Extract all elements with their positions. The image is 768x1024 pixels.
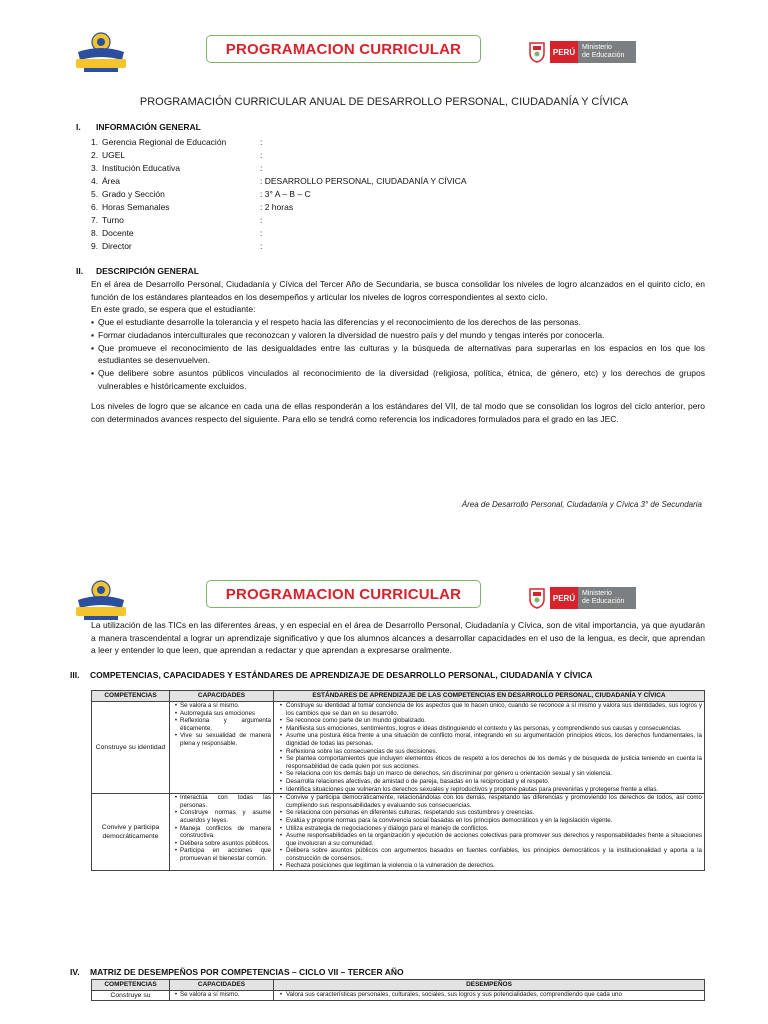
table-row: Construye su identidad • Se valora a sí mismo. • Autorregula sus emociones • Reflexiona y argumenta éticamente. • Vive su sexualidad de manera plena y responsable. • Construye su identidad al tomar conciencia de los aspectos que lo hacen único, cuando se reconoce a sí mismo y valora sus identidades, sus logros y los cambios que se dan en su desarrollo. • Se reconoce como parte de un mundo globalizado. • Manifiesta sus emociones, sentimientos, logros e ideas distinguiendo el contexto y las personas, y comprendiendo sus causas y consecuencias. • Asume una postura ética frente a una situación de conflicto moral, integrando en su argumentación principios éticos, los derechos fundamentales, la dignidad de todas las personas. • Reflexiona sobre las consecuencias de sus decisiones. • Se plantea comportamientos que incluyen elementos éticos de respeto a los derechos de los demás y de búsqueda de justicia teniendo en cuenta la responsabilidad de cada quien por sus acciones. • Se relaciona con los demás bajo un marco de derechos, sin discriminar por género u orientación sexual y sin violencia. • Desarrolla relaciones afectivas, de amistad o de pareja, basadas en la reciprocidad y el respeto. • Identifica situaciones que vulneran los derechos sexuales y reproductivos y propone pautas para prevenirlas y protegerse frente a ellas.: [92, 702, 705, 794]
document-title: PROGRAMACIÓN CURRICULAR ANUAL DE DESARROLLO PERSONAL, CIUDADANÍA Y CÍVICA: [139, 96, 629, 108]
peru-shield-icon: [528, 587, 546, 609]
general-info-list: [91, 136, 467, 253]
list-item: ▪ Formar ciudadanos interculturales que reconozcan y valoren la diversidad de nuestro país y del mundo y tengas interés por conocerla.: [91, 329, 605, 340]
section-heading: III. COMPETENCIAS, CAPACIDADES Y ESTÁNDARES DE APRENDIZAJE DE DESARROLLO PERSONAL, CIUDADANÍA Y CÍVICA: [70, 670, 593, 680]
performance-matrix-table: [91, 979, 705, 1001]
description-block: [91, 278, 705, 426]
list-item: 6. Horas Semanales : 2 horas: [91, 202, 294, 212]
list-item: ▪ Que promueve el reconocimiento de las desigualdades entre las culturas y la búsqueda de alternativas para superarlas en los espacios en los que los estudiantes se desenvuelven.: [91, 342, 705, 366]
ministry-logo: [528, 39, 636, 65]
paragraph: La utilización de las TICs en las diferentes áreas, y en especial en el área de Desarrollo Personal, Ciudadanía y Cívica, son de vital importancia, ya que ayudarán a manera trascendental a lograr un aprendizaje significativo y que los alumnos alcances a desarrollar capacidades en el uso de la lengua, es decir, que aprendan a leer y entender lo que leen, que aprendan a redactar y que aprendan a expresarse oralmente.: [91, 620, 705, 656]
list-item: • Valora sus características personales, culturales, sociales, sus logros y sus potencialidades, comprendiendo que cada uno: [279, 991, 622, 998]
table-row: Convive y participa democráticamente • Interactúa con todas las personas. • Construye normas y asume acuerdos y leyes. • Maneja conflictos de manera constructiva. • Delibera sobre asuntos públicos. • Participa en acciones que promuevan el bienestar común. • Convive y participa democráticamente, relacionándolas con los demás, respetando las diferencias y promoviendo los derechos de todos, así como cumpliendo sus responsabilidades y evaluando sus consecuencias. • Se relaciona con personas en diferentes culturas, respetando sus costumbres y creencias. • Evalúa y propone normas para la convivencia social basadas en los principios democráticos y en la legislación vigente. • Utiliza estrategia de negociaciones y diálogo para el manejo de conflictos. • Asume responsabilidades en la organización y ejecución de acciones colectivas para promover sus derechos y responsabilidades frente a situaciones que involucran a su comunidad. • Delibera sobre asuntos públicos con argumentos basados en fuentes confiables, los principios democráticos y la institucionalidad y aporta a la construcción de consensos. • Rechaza posiciones que legitiman la violencia o la vulneración de derechos.: [92, 794, 705, 871]
header-title-box: [206, 35, 481, 63]
list-item: • Se relaciona con los demás bajo un marco de derechos, sin discriminar por género u orientación sexual y sin violencia.: [279, 770, 613, 778]
list-item: • Delibera sobre asuntos públicos con argumentos basados en fuentes confiables, los principios democráticos y la institucionalidad y aporta a la construcción de consensos.: [279, 847, 702, 862]
ministry-logo: [528, 585, 636, 611]
list-item: • Delibera sobre asuntos públicos.: [174, 839, 270, 847]
section-heading: I. INFORMACIÓN GENERAL: [76, 122, 201, 132]
list-item: • Vive su sexualidad de manera plena y responsable.: [174, 732, 271, 747]
list-item: • Asume responsabilidades en la organización y ejecución de acciones colectivas para promover sus derechos y responsabilidades frente a situaciones que involucran a su comunidad.: [279, 832, 702, 847]
list-item: • Participa en acciones que promuevan el bienestar común.: [174, 847, 271, 862]
list-item: • Utiliza estrategia de negociaciones y diálogo para el manejo de conflictos.: [279, 824, 489, 832]
header-title-box: [206, 580, 481, 608]
section-heading: II. DESCRIPCIÓN GENERAL: [76, 266, 199, 276]
list-item: • Reflexiona y argumenta éticamente.: [174, 717, 271, 732]
peru-label: PERÚ: [550, 587, 578, 609]
list-item: 8. Docente :: [91, 228, 263, 238]
list-item: • Se valora a sí mismo.: [174, 702, 240, 709]
list-item: • Se valora a sí mismo.: [174, 991, 240, 998]
list-item: 2. UGEL :: [91, 150, 263, 160]
header-title: PROGRAMACION CURRICULAR: [225, 585, 462, 603]
table-row: Construye su • Se valora a sí mismo. • Valora sus características personales, culturales, sociales, sus logros y sus potencialidades, comprendiendo que cada uno: [92, 991, 705, 1001]
header-title: PROGRAMACION CURRICULAR: [225, 40, 462, 58]
list-item: • Evalúa y propone normas para la convivencia social basadas en los principios democráticos y en la legislación vigente.: [279, 816, 613, 824]
page-break: [0, 530, 768, 555]
list-item: 9. Director :: [91, 241, 263, 251]
table-header-row: COMPETENCIAS CAPACIDADES ESTÁNDARES DE APRENDIZAJE DE LAS COMPETENCIAS EN DESARROLLO PERSONAL, CIUDADANÍA Y CÍVICA: [92, 691, 705, 702]
competencies-table: [91, 690, 705, 871]
list-item: ▪ Que el estudiante desarrolle la tolerancia y el respeto hacia las diferencias y el reconocimiento de los derechos de las personas.: [91, 317, 581, 328]
list-item: 4. Área : DESARROLLO PERSONAL, CIUDADANÍA Y CÍVICA: [91, 176, 467, 186]
list-item: • Maneja conflictos de manera constructiva.: [174, 824, 271, 840]
jec-logo-icon: [70, 578, 132, 623]
section-heading: IV. MATRIZ DE DESEMPEÑOS POR COMPETENCIAS – CICLO VII – TERCER AÑO: [70, 967, 404, 977]
page-footer: Área de Desarrollo Personal, Ciudadanía y Cívica 3° de Secundaria: [461, 500, 702, 509]
peru-label: PERÚ: [550, 41, 578, 63]
list-item: • Interactúa con todas las personas.: [174, 794, 271, 809]
paragraph: En el área de Desarrollo Personal, Ciudadanía y Cívica del Tercer Año de Secundaria, se busca consolidar los niveles de logro alcanzados en el quinto ciclo, en función de los estándares planteados en los desempeños y articular los niveles de logros correspondientes al sexto ciclo.: [91, 279, 705, 302]
list-item: ▪ Que delibere sobre asuntos públicos vinculados al reconocimiento de la diversidad (religiosa, política, étnica, de género, etc) y los derechos de grupos vulnerables e históricamente excluidos.: [91, 367, 705, 391]
list-item: • Construye normas y asume acuerdos y leyes.: [174, 809, 271, 824]
ministry-label: Ministerio de Educación: [578, 41, 636, 63]
page-header: [0, 0, 768, 70]
list-item: • Convive y participa democráticamente, relacionándolas con los demás, respetando las diferencias y promoviendo los derechos de todos, así como cumpliendo sus responsabilidades y evaluando sus consecuencias.: [279, 794, 702, 809]
list-item: • Identifica situaciones que vulneran los derechos sexuales y reproductivos y propone pautas para prevenirlas y protegerse frente a ellas.: [279, 785, 659, 793]
ministry-label: Ministerio de Educación: [578, 587, 636, 609]
list-item: • Se plantea comportamientos que incluyen elementos éticos de respeto a los derechos de los demás y de búsqueda de justicia teniendo en cuenta la responsabilidad de cada quien por sus acciones.: [279, 755, 702, 770]
peru-shield-icon: [528, 41, 546, 63]
list-item: 1. Gerencia Regional de Educación :: [91, 137, 263, 147]
document-page-2: [0, 565, 768, 1024]
list-item: • Se relaciona con personas en diferentes culturas, respetando sus costumbres y creencias.: [279, 809, 535, 817]
list-item: 7. Turno :: [91, 215, 263, 225]
list-item: • Autorregula sus emociones: [174, 709, 255, 717]
list-item: • Se reconoce como parte de un mundo globalizado.: [279, 717, 426, 725]
paragraph: En este grado, se espera que el estudiante:: [91, 304, 256, 315]
list-item: • Asume una postura ética frente a una situación de conflicto moral, integrando en su argumentación principios éticos, los derechos fundamentales, la dignidad de todas las personas.: [279, 732, 702, 747]
list-item: • Rechaza posiciones que legitiman la violencia o la vulneración de derechos.: [279, 862, 495, 870]
list-item: 3. Institución Educativa :: [91, 163, 263, 173]
table-header-row: COMPETENCIAS CAPACIDADES DESEMPEÑOS: [92, 980, 705, 991]
list-item: • Construye su identidad al tomar conciencia de los aspectos que lo hacen único, cuando se reconoce a sí mismo y valora sus identidades, sus logros y los cambios que se dan en su desarrollo.: [279, 702, 702, 717]
paragraph: Los niveles de logro que se alcance en cada una de ellas responderán a los estándares del VII, de tal modo que se consolidan los logros del ciclo anterior, pero con determinados avances respecto del siguiente. Para ello se tendrá como referencia los indicadores formulados para el grado en las JEC.: [91, 401, 705, 425]
list-item: 5. Grado y Sección : 3° A – B – C: [91, 189, 311, 199]
jec-logo-icon: [70, 30, 132, 75]
list-item: • Reflexiona sobre las consecuencias de sus decisiones.: [279, 747, 438, 755]
list-item: • Desarrolla relaciones afectivas, de amistad o de pareja, basadas en la reciprocidad y el respeto.: [279, 777, 550, 785]
list-item: • Manifiesta sus emociones, sentimientos, logros e ideas distinguiendo el contexto y las personas, y comprendiendo sus causas y consecuencias.: [279, 724, 682, 732]
